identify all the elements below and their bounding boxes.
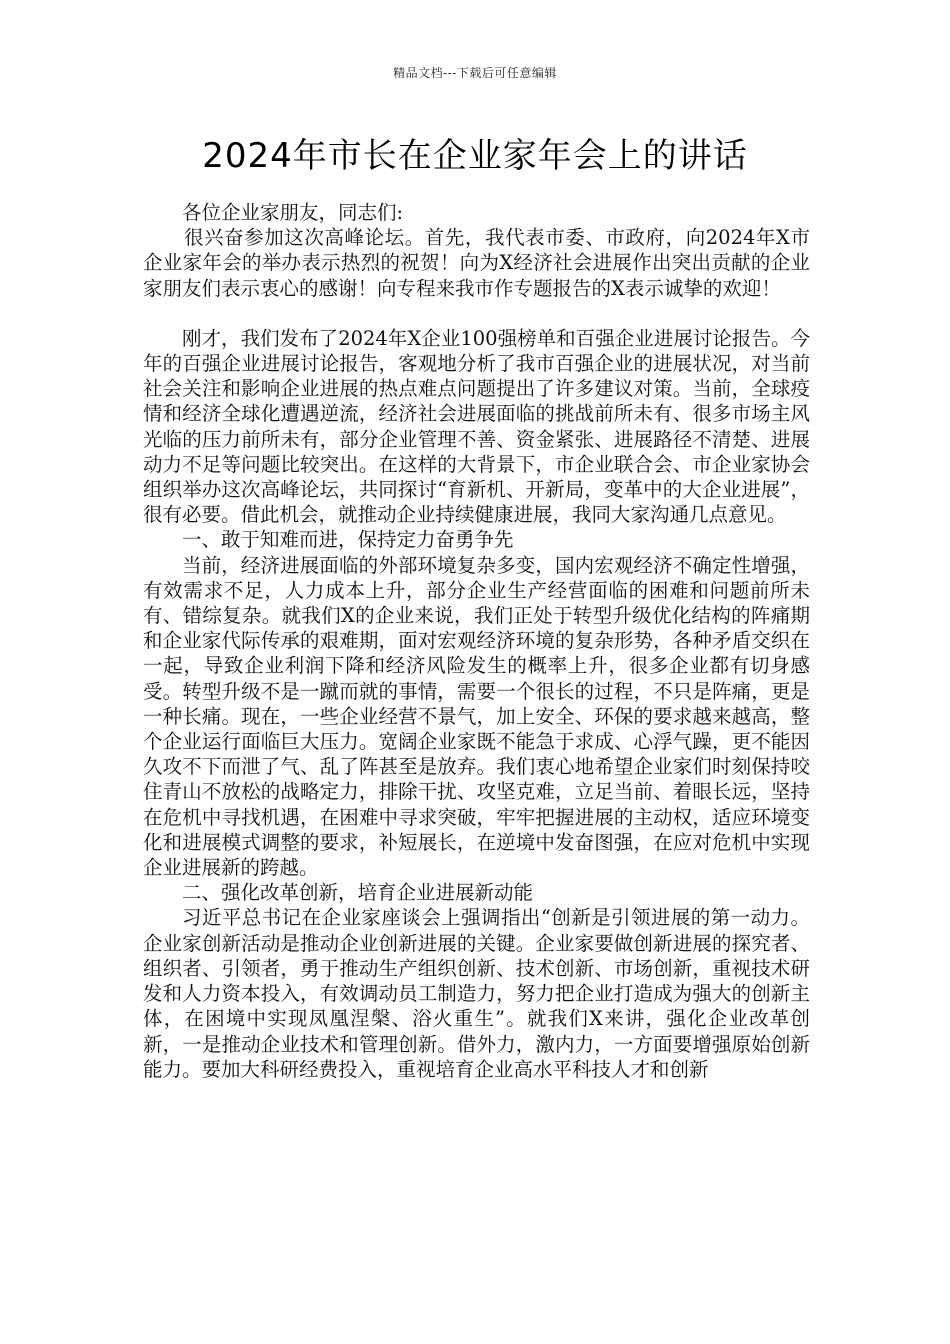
section-heading-one: 一、敢于知难而进，保持定力奋勇争先 <box>182 528 514 552</box>
document-title: 2024年市长在企业家年会上的讲话 <box>202 136 748 176</box>
paragraph-spacer <box>143 301 810 326</box>
paragraph-opening: 很兴奋参加这次高峰论坛。首先，我代表市委、市政府，向2024年X市企业家年会的举办表示热烈的祝贺！向为X经济社会进展作出突出贡献的企业家朋友们表示衷心的感谢！向专程来我市作专题报告的X表示诚挚的欢迎！ <box>143 226 810 300</box>
paragraph-section-two: 习近平总书记在企业家座谈会上强调指出“创新是引领进展的第一动力。企业家创新活动是推动企业创新进展的关键。企业家要做创新进展的探究者、组织者、引领者，勇于推动生产组织创新、技术创新、市场创新，重视技术研发和人力资本投入，有效调动员工制造力，努力把企业打造成为强大的创新主体，在困境中实现凤凰涅槃、浴火重生”。就我们X来讲，强化企业改革创新，一是推动企业技术和管理创新。借外力，激内力，一方面要增强原始创新能力。要加大科研经费投入，重视培育企业高水平科技人才和创新 <box>143 906 810 1081</box>
salutation: 各位企业家朋友，同志们: <box>182 201 404 224</box>
header-note: 精品文档---下载后可任意编辑 <box>393 66 557 80</box>
document-body <box>143 200 810 1082</box>
section-heading-two: 二、强化改革创新，培育企业进展新动能 <box>182 881 534 905</box>
paragraph-background: 刚才，我们发布了2024年X企业100强榜单和百强企业进展讨论报告。今年的百强企业进展讨论报告，客观地分析了我市百强企业的进展状况，对当前社会关注和影响企业进展的热点难点问题提出了许多建议对策。当前，全球疫情和经济全球化遭遇逆流，经济社会进展面临的挑战前所未有、很多市场主风光临的压力前所未有，部分企业管理不善、资金紧张、进展路径不清楚、进展动力不足等问题比较突出。在这样的大背景下，市企业联合会、市企业家协会组织举办这次高峰论坛，共同探讨“育新机、开新局，变革中的大企业进展”，很有必要。借此机会，就推动企业持续健康进展，我同大家沟通几点意见。 <box>143 326 810 527</box>
paragraph-section-one: 当前，经济进展面临的外部环境复杂多变，国内宏观经济不确定性增强，有效需求不足，人力成本上升，部分企业生产经营面临的困难和问题前所未有、错综复杂。就我们X的企业来说，我们正处于转型升级优化结构的阵痛期和企业家代际传承的艰难期，面对宏观经济环境的复杂形势，各种矛盾交织在一起，导致企业利润下降和经济风险发生的概率上升，很多企业都有切身感受。转型升级不是一蹴而就的事情，需要一个很长的过程，不只是阵痛，更是一种长痛。现在，一些企业经营不景气，加上安全、环保的要求越来越高，整个企业运行面临巨大压力。宽阔企业家既不能急于求成、心浮气躁，更不能因久攻不下而泄了气、乱了阵甚至是放弃。我们衷心地希望企业家们时刻保持咬住青山不放松的战略定力，排除干扰、攻坚克难，立足当前、着眼长远，坚持在危机中寻找机遇，在困难中寻求突破，牢牢把握进展的主动权，适应环境变化和进展模式调整的要求，补短展长，在逆境中发奋图强，在应对危机中实现企业进展新的跨越。 <box>143 553 810 880</box>
